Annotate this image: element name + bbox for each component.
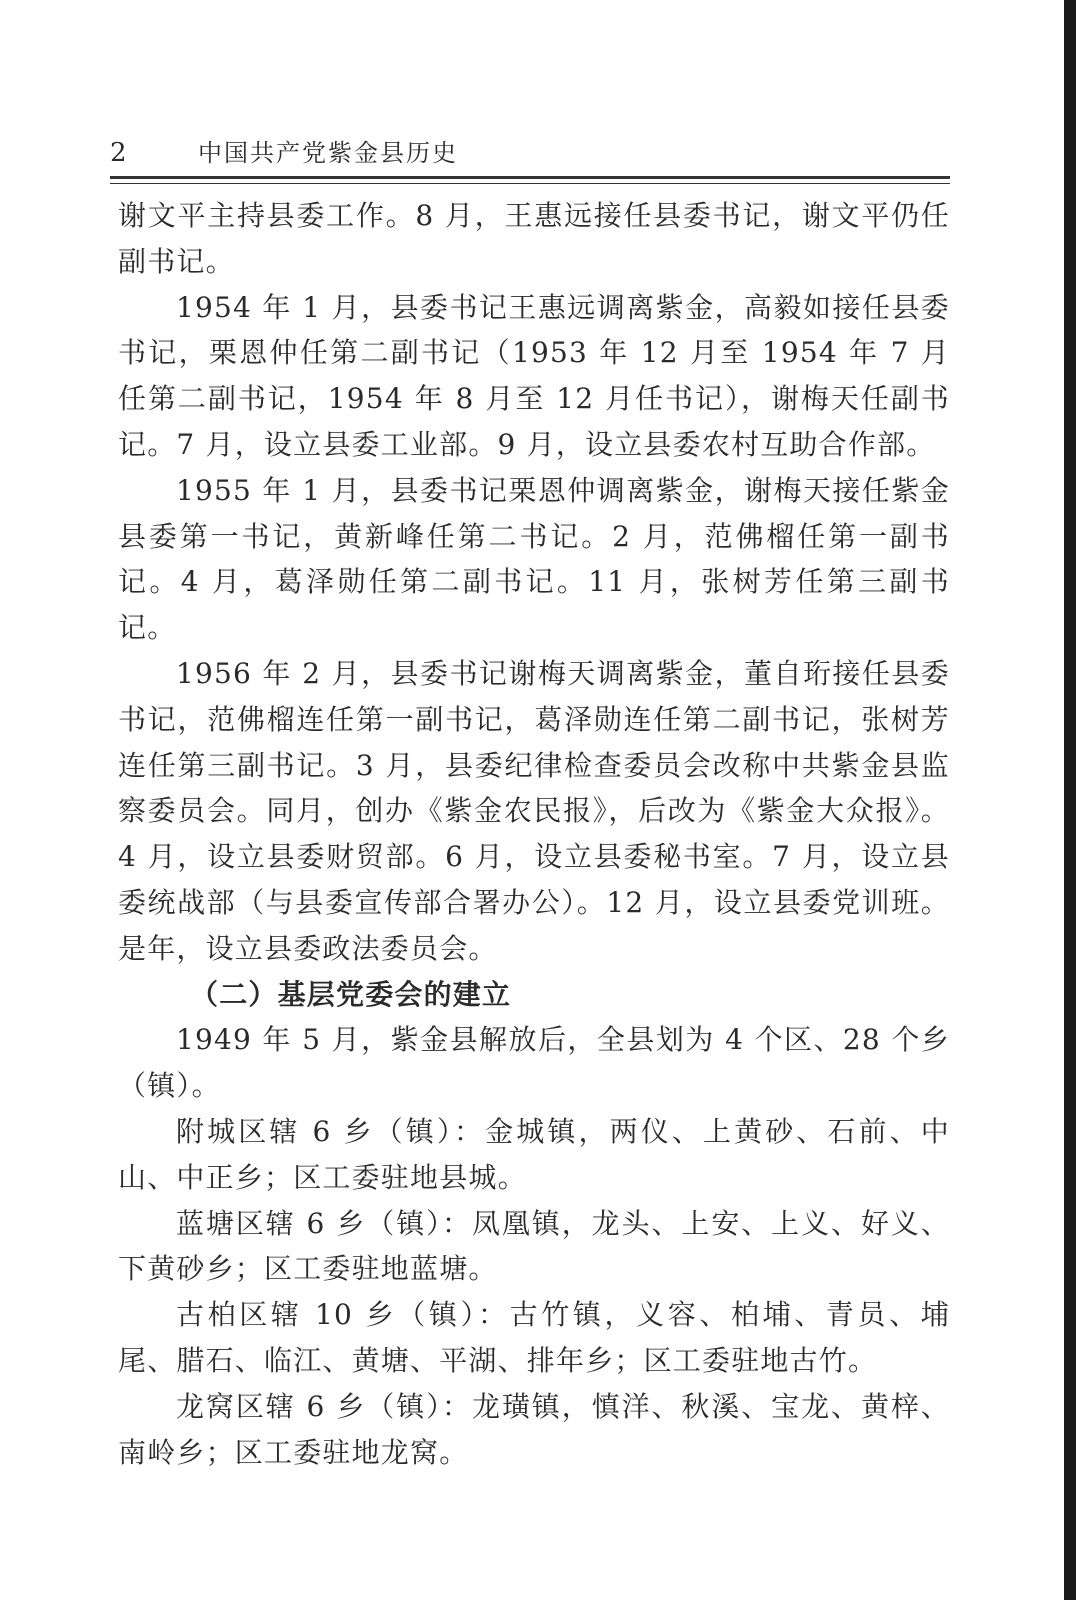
scan-edge [1064,0,1076,1600]
section-heading: （二）基层党委会的建立 [190,977,512,1011]
header-rule [110,176,950,179]
paragraph: 龙窝区辖 6 乡（镇）：龙璜镇，慎洋、秋溪、宝龙、黄梓、南岭乡；区工委驻地龙窝。 [118,1389,950,1469]
paragraph: 1949 年 5 月，紫金县解放后，全县划为 4 个区、28 个乡（镇）。 [118,1023,950,1103]
page-body [118,193,950,1475]
header-rule-thin [110,183,950,184]
running-title: 中国共产党紫金县历史 [198,139,458,167]
paragraph: 附城区辖 6 乡（镇）：金城镇，两仪、上黄砂、石前、中山、中正乡；区工委驻地县城。 [118,1114,950,1194]
paragraph: 蓝塘区辖 6 乡（镇）：凤凰镇，龙头、上安、上义、好义、下黄砂乡；区工委驻地蓝塘。 [118,1206,950,1286]
paragraph: 1954 年 1 月，县委书记王惠远调离紫金，高毅如接任县委书记，栗恩仲任第二副书记（1953 年 12 月至 1954 年 7 月任第二副书记，1954 年 8 月至 12 月任书记），谢梅天任副书记。7 月，设立县委工业部。9 月，设立县委农村互助合作部。 [118,290,950,461]
paragraph: 1956 年 2 月，县委书记谢梅天调离紫金，董自珩接任县委书记，范佛榴连任第一副书记，葛泽勋连任第二副书记，张树芳连任第三副书记。3 月，县委纪律检查委员会改称中共紫金县监察委员会。同月，创办《紫金农民报》，后改为《紫金大众报》。4 月，设立县委财贸部。6 月，设立县委秘书室。7 月，设立县委统战部（与县委宣传部合署办公）。12 月，设立县委党训班。是年，设立县委政法委员会。 [118,656,950,965]
paragraph: 古柏区辖 10 乡（镇）：古竹镇，义容、柏埔、青员、埔尾、腊石、临江、黄塘、平湖、排年乡；区工委驻地古竹。 [118,1298,950,1377]
paragraph: 1955 年 1 月，县委书记栗恩仲调离紫金，谢梅天接任紫金县委第一书记，黄新峰任第二书记。2 月，范佛榴任第一副书记。4 月，葛泽勋任第二副书记。11 月，张树芳任第三副书记。 [118,473,950,645]
page-number: 2 [110,138,127,168]
paragraph: 谢文平主持县委工作。8 月，王惠远接任县委书记，谢文平仍任副书记。 [118,199,950,278]
